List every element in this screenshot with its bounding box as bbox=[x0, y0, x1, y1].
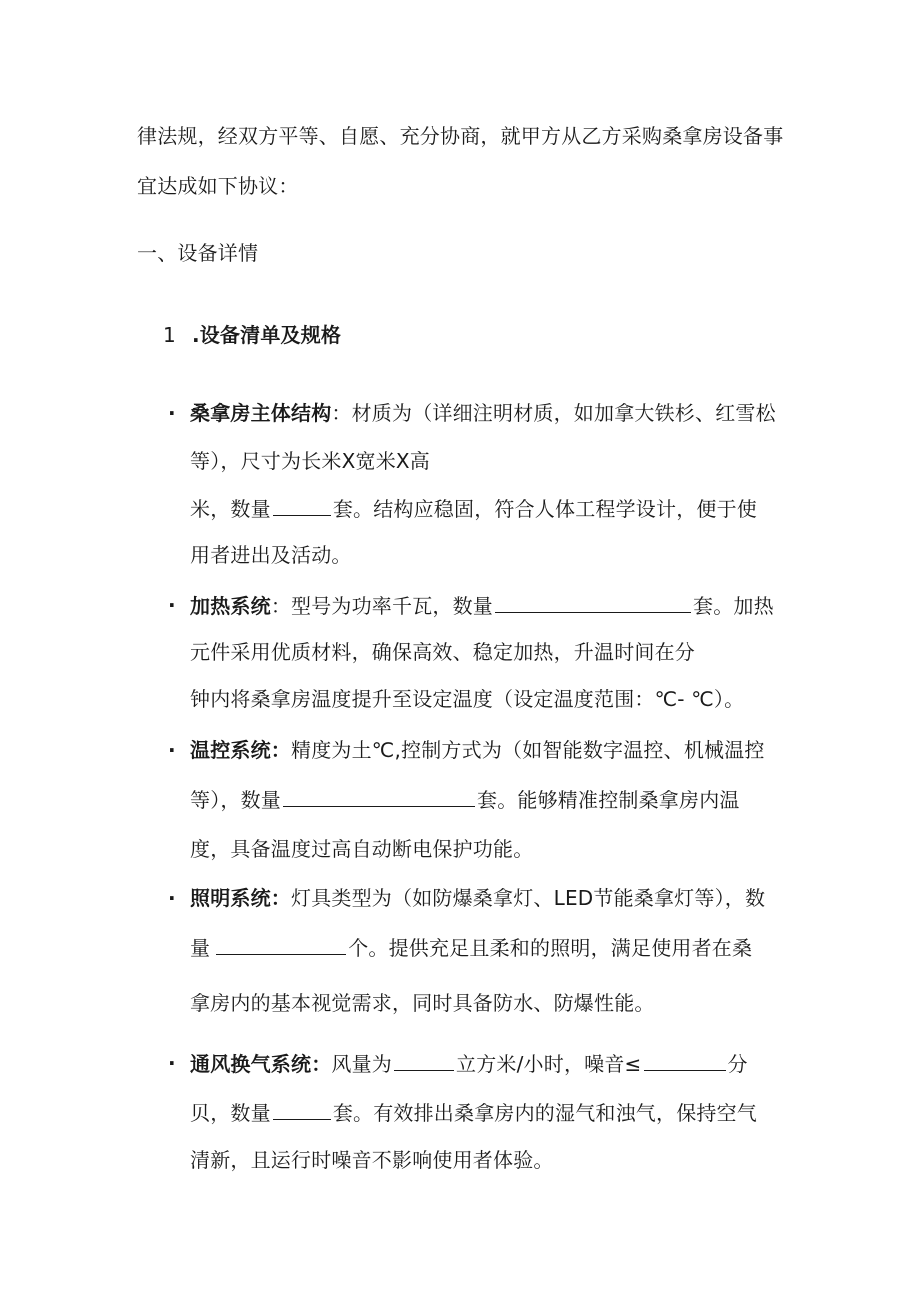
item-5-text-2a: 贝，数量 bbox=[190, 1101, 271, 1125]
bullet-icon: · bbox=[168, 738, 176, 762]
intro-line-1: 律法规，经双方平等、自愿、充分协商，就甲方从乙方采购桑拿房设备事 bbox=[137, 124, 784, 148]
item-3-line-3: 度，具备温度过高自动断电保护功能。 bbox=[190, 837, 534, 861]
item-2-line-3: 钟内将桑拿房温度提升至设定温度（设定温度范围：℃- ℃）。 bbox=[190, 687, 745, 711]
section-heading: 一、设备详情 bbox=[137, 241, 259, 265]
item-3-label: 温控系统： bbox=[190, 738, 291, 762]
item-3-text-2a: 等），数量 bbox=[190, 788, 281, 812]
bullet-icon: · bbox=[168, 593, 176, 617]
item-4-line-3: 拿房内的基本视觉需求，同时具备防水、防爆性能。 bbox=[190, 991, 655, 1015]
quantity-blank bbox=[495, 590, 691, 613]
bullet-icon: · bbox=[168, 886, 176, 910]
item-5-line-1 bbox=[190, 1048, 748, 1079]
item-1-line-4: 用者进出及活动。 bbox=[190, 543, 352, 567]
item-1-label: 桑拿房主体结构 bbox=[190, 401, 332, 425]
item-2-text-1b: 套。加热 bbox=[693, 594, 774, 618]
quantity-blank bbox=[273, 493, 331, 516]
airflow-blank bbox=[394, 1048, 454, 1071]
item-3-line-1 bbox=[190, 735, 765, 765]
quantity-blank bbox=[283, 784, 475, 807]
item-4-text-1: 灯具类型为（如防爆桑拿灯、LED节能桑拿灯等），数 bbox=[291, 886, 766, 910]
subsection-number: 1 bbox=[163, 323, 176, 347]
bullet-icon: · bbox=[168, 1051, 176, 1075]
item-3-text-1: 精度为土℃,控制方式为（如智能数字温控、机械温控 bbox=[291, 738, 765, 762]
item-5-text-1b: 立方米/小时，噪音≤ bbox=[456, 1052, 642, 1076]
subsection-heading bbox=[163, 320, 341, 350]
item-5-text-1a: 风量为 bbox=[331, 1052, 393, 1076]
item-1-text-3b: 套。结构应稳固，符合人体工程学设计，便于使 bbox=[332, 497, 758, 521]
item-5-text-1c: 分 bbox=[727, 1052, 748, 1076]
item-4-line-2 bbox=[190, 932, 752, 963]
item-5-line-3: 清新，且运行时噪音不影响使用者体验。 bbox=[190, 1148, 554, 1172]
quantity-blank bbox=[216, 932, 346, 955]
item-1-line-2: 等），尺寸为长米X宽米X高 bbox=[190, 449, 431, 473]
item-5-label: 通风换气系统： bbox=[190, 1052, 332, 1076]
item-3-text-2b: 套。能够精准控制桑拿房内温 bbox=[477, 788, 740, 812]
item-4-line-1 bbox=[190, 883, 765, 913]
quantity-blank bbox=[273, 1097, 331, 1120]
item-2-line-1 bbox=[190, 590, 774, 621]
item-4-text-2b: 个。提供充足且柔和的照明，满足使用者在桑 bbox=[348, 936, 753, 960]
item-2-label: 加热系统 bbox=[190, 594, 271, 618]
item-5-text-2b: 套。有效排出桑拿房内的湿气和浊气，保持空气 bbox=[332, 1101, 758, 1125]
item-2-text-1a: ：型号为功率千瓦，数量 bbox=[270, 594, 494, 618]
item-1-text-1: ：材质为（详细注明材质，如加拿大铁杉、红雪松 bbox=[331, 401, 776, 425]
item-1-text-3a: 米，数量 bbox=[190, 497, 271, 521]
item-4-label: 照明系统： bbox=[190, 886, 291, 910]
item-2-line-2: 元件采用优质材料，确保高效、稳定加热，升温时间在分 bbox=[190, 640, 695, 664]
subsection-title: .设备清单及规格 bbox=[191, 323, 342, 347]
intro-line-2: 宜达成如下协议： bbox=[137, 174, 299, 198]
item-1-line-1 bbox=[190, 398, 776, 428]
bullet-icon: · bbox=[168, 401, 176, 425]
item-5-line-2 bbox=[190, 1097, 757, 1128]
item-3-line-2 bbox=[190, 784, 740, 815]
item-4-text-2a: 量 bbox=[190, 936, 211, 960]
item-1-line-3 bbox=[190, 493, 757, 524]
noise-blank bbox=[644, 1048, 726, 1071]
